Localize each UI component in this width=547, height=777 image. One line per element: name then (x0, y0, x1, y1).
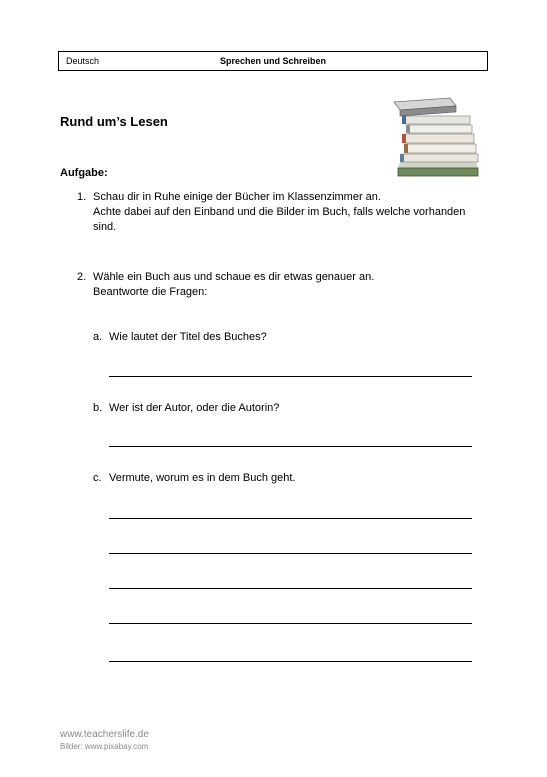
footer-credits: Bilder: www.pixabay.com (60, 742, 149, 751)
answer-line[interactable] (109, 661, 472, 662)
task-text-line: sind. (93, 221, 117, 233)
answer-line[interactable] (109, 553, 472, 554)
task-text-line: Schau dir in Ruhe einige der Bücher im Klassenzimmer an. (93, 191, 381, 203)
task-text-line: Achte dabei auf den Einband und die Bilder im Buch, falls welche vorhanden (93, 206, 466, 218)
task-number: 2. (77, 271, 87, 283)
answer-line[interactable] (109, 623, 472, 624)
page-title: Rund um’s Lesen (60, 114, 168, 129)
answer-line[interactable] (109, 376, 472, 377)
header-box (58, 51, 488, 71)
task-label: Aufgabe: (60, 167, 108, 179)
question-letter: a. (93, 331, 103, 343)
footer-site: www.teacherslife.de (60, 729, 149, 740)
question-letter: b. (93, 402, 103, 414)
header-subject: Deutsch (66, 56, 100, 66)
task-text-line: Wähle ein Buch aus und schaue es dir etwas genauer an. (93, 271, 375, 283)
question-text: Wie lautet der Titel des Buches? (109, 331, 267, 343)
task-text-line: Beantworte die Fragen: (93, 286, 208, 298)
answer-line[interactable] (109, 518, 472, 519)
question-text: Wer ist der Autor, oder die Autorin? (109, 402, 280, 414)
answer-line[interactable] (109, 446, 472, 447)
question-text: Vermute, worum es in dem Buch geht. (109, 472, 296, 484)
answer-line[interactable] (109, 588, 472, 589)
question-letter: c. (93, 472, 102, 484)
book-stack-icon (388, 96, 480, 178)
header-topic: Sprechen und Schreiben (219, 56, 327, 66)
task-number: 1. (77, 191, 87, 203)
footer (60, 729, 149, 752)
